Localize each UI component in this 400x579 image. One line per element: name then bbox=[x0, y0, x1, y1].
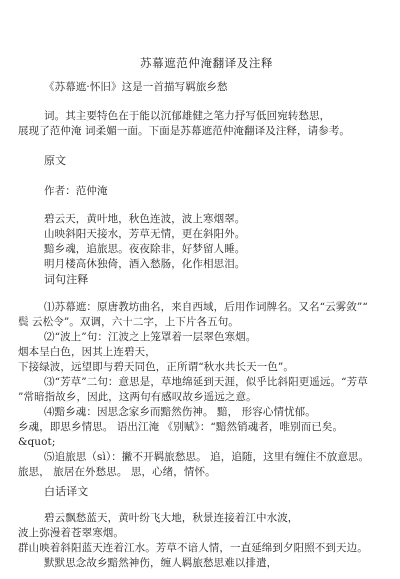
note-line: 鬓 云松令”。双调，六十二字，上下片各五句。 bbox=[18, 316, 239, 328]
section-heading-notes: 词句注释 bbox=[44, 273, 89, 286]
note-line: ”常暗指故乡，因此，这两句有感叹故乡遥远之意。 bbox=[18, 391, 257, 403]
section-heading-original: 原文 bbox=[44, 154, 67, 167]
note-line: 乡魂，即思乡情思。 语出江淹 《别赋》：“黯然销魂者，唯别而已矣。 bbox=[18, 421, 344, 433]
note-line: ⑸追旅思（sì）：撇不开羁旅愁思。 追，追随，这里有缠住不放意思。 bbox=[44, 451, 370, 463]
note-line: 旅思， 旅居在外愁思。 思，心绪，情怀。 bbox=[18, 466, 216, 478]
poem-line: 碧云天，黄叶地，秋色连波，波上寒烟翠。 bbox=[44, 213, 246, 225]
intro-line: 词。其主要特色在于能以沉郁雄健之笔力抒写低回宛转愁思， bbox=[44, 110, 331, 122]
note-line: 烟本呈白色，因其上连碧天， bbox=[18, 346, 156, 358]
note-line: 下接绿波，远望即与碧天同色，正所谓“秋水共长天一色”。 bbox=[18, 361, 294, 373]
poem-line: 黯乡魂，追旅思。夜夜除非，好梦留人睡。 bbox=[44, 243, 246, 255]
note-line: ⑴苏幕遮：原唐教坊曲名，来自西域，后用作词牌名。又名“云雾敛”“ bbox=[44, 301, 368, 313]
note-line: ⑷黯乡魂：因思念家乡而黯然伤神。 黯， 形容心情忧郁。 bbox=[44, 406, 316, 418]
translation-line: 波上弥漫着苍翠寒烟。 bbox=[18, 527, 124, 539]
doc-subtitle: 《苏幕遮·怀旧》这是一首描写羁旅乡愁 bbox=[44, 81, 228, 93]
doc-title: 苏幕遮范仲淹翻译及注释 bbox=[140, 56, 274, 70]
poem-author: 作者：范仲淹 bbox=[44, 185, 108, 197]
poem-line: 明月楼高休独倚，酒入愁肠，化作相思泪。 bbox=[44, 258, 246, 270]
note-line: &quot; bbox=[18, 436, 56, 448]
translation-line: 默默思念故乡黯然神伤，缠人羁旅愁思难以排遣， bbox=[44, 557, 278, 569]
note-line: ⑶“芳草”二句：意思是，草地绵延到天涯，似乎比斜阳更遥远。“芳草 bbox=[44, 376, 368, 388]
poem-line: 山映斜阳天接水，芳草无情，更在斜阳外。 bbox=[44, 228, 246, 240]
section-heading-translation: 白话译文 bbox=[44, 485, 89, 498]
note-line: ⑵“波上”句：江波之上笼罩着一层翠色寒烟。 bbox=[44, 331, 257, 343]
translation-line: 群山映着斜阳蓝天连着江水。芳草不谙人情，一直延绵到夕阳照不到天边。 bbox=[18, 542, 368, 554]
translation-line: 碧云飘愁蓝天，黄叶纷飞大地，秋景连接着江中水波， bbox=[44, 512, 299, 524]
intro-line: 展现了范仲淹 词柔媚一面。下面是苏幕遮范仲淹翻译及注释，请参考。 bbox=[18, 125, 351, 137]
